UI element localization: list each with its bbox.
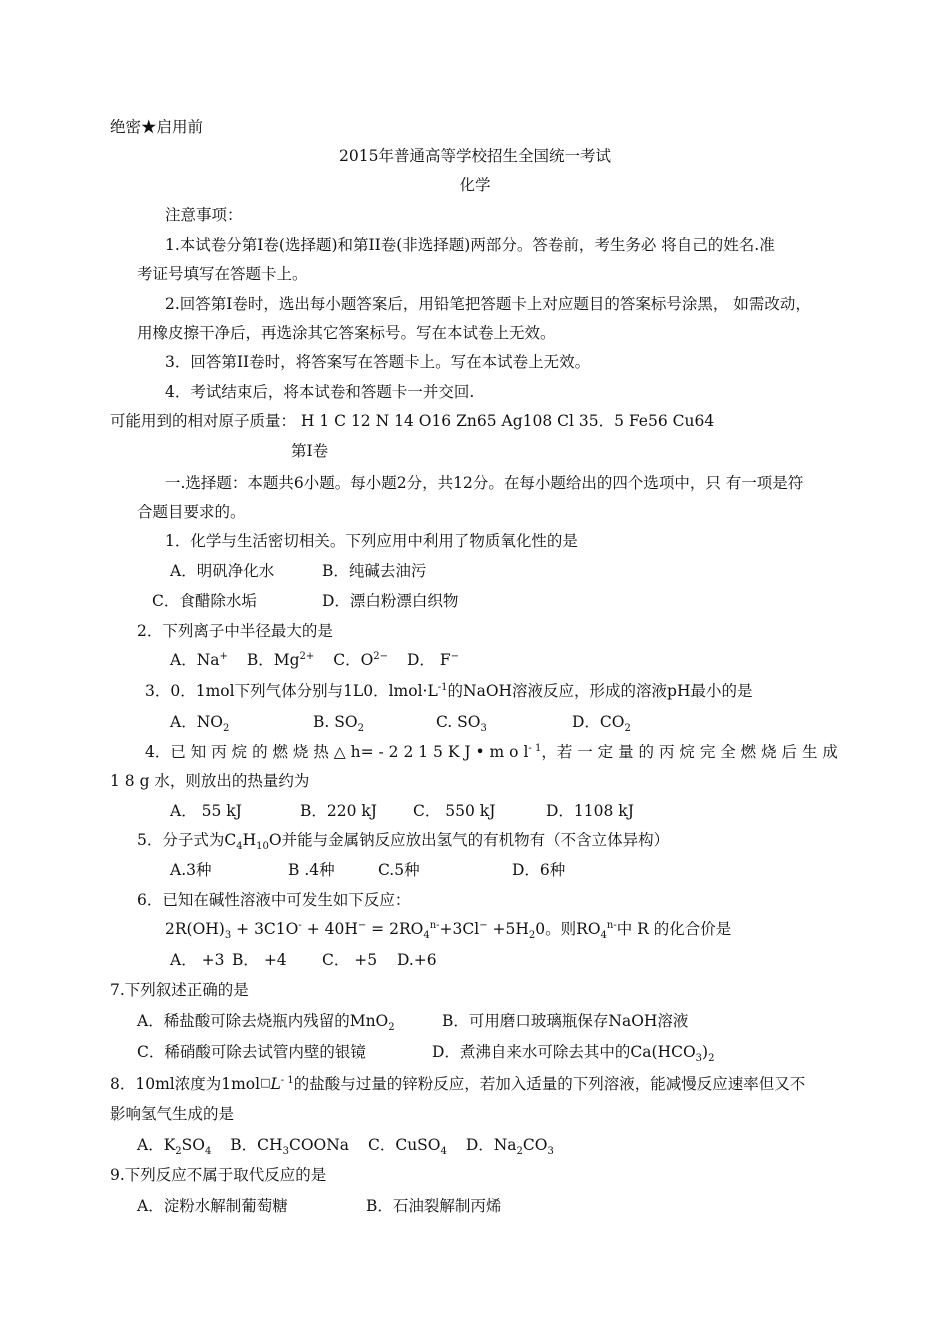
question-6-option-c: C． +5: [322, 951, 378, 969]
question-4-stem: 4．已 知 丙 烷 的 燃 烧 热 △ h= - 2 2 1 5 K J • m o $l^{- 1}$，若 一 定 量 的 丙 烷 完 全 燃 烧 后 生 成: [145, 742, 838, 761]
note-1-cont: 考证号填写在答题卡上。: [137, 265, 308, 283]
question-1-stem: 1．化学与生活密切相关。下列应用中利用了物质氧化性的是: [165, 532, 578, 550]
question-7-option-d: D．煮沸自来水可除去其中的$Ca(HCO_3)_2$: [432, 1043, 715, 1065]
question-6-option-d: D.+6: [397, 951, 437, 969]
question-1-option-a: A．明矾净化水: [170, 562, 275, 580]
question-5-option-d: D．6种: [512, 861, 566, 879]
question-4-stem-cont: 1 8 g 水，则放出的热量约为: [110, 772, 310, 790]
question-2-option-b: B．$Mg^{2+}$: [246, 650, 315, 669]
question-1-option-b: B．纯碱去油污: [322, 562, 427, 580]
question-5-stem: 5．分子式为$C_4H_{10}O$并能与金属钠反应放出氢气的有机物有（不含立体异构）: [137, 831, 670, 853]
question-6-equation: $2R(OH)_3 + 3C1O^- + 40H^- = 2RO_4^{n-}+3Cl^- +5H_20$。则$RO_4^{n-}$中 R 的化合价是: [165, 919, 732, 942]
question-4-option-a: A． 55 kJ: [170, 802, 242, 820]
question-4-option-d: D．1108 kJ: [546, 802, 634, 820]
question-5-option-b: B .4种: [288, 861, 335, 879]
question-8-stem: 8．10ml浓度为$1mol□L^{- 1}$的盐酸与过量的锌粉反应，若加入适量的下列溶液，能减慢反应速率但又不: [110, 1074, 806, 1093]
question-4-option-b: B．220 kJ: [300, 802, 378, 820]
question-9-option-a: A．淀粉水解制葡萄糖: [137, 1197, 288, 1215]
question-3-option-a: A．$NO_2$: [170, 713, 230, 735]
secret-label: 绝密★启用前: [110, 118, 204, 136]
note-1: 1.本试卷分第I卷(选择题)和第II卷(非选择题)两部分。答卷前，考生务必 将自己的姓名.准: [165, 236, 775, 254]
atomic-masses: 可能用到的相对原子质量： H 1 C 12 N 14 O16 Zn65 Ag108 Cl 35．5 Fe56 Cu64: [110, 412, 715, 430]
question-5-option-a: A.3种: [170, 861, 212, 879]
part-1-heading: 第Ⅰ卷: [291, 442, 329, 460]
question-3-option-c: C. $SO_3$: [436, 713, 487, 735]
notes-heading: 注意事项：: [165, 206, 243, 224]
question-7-stem: 7.下列叙述正确的是: [110, 981, 249, 999]
question-7-option-a: A．稀盐酸可除去烧瓶内残留的MnO$_2$: [137, 1012, 395, 1034]
note-2: 2.回答第I卷时，选出每小题答案后，用铅笔把答题卡上对应题目的答案标号涂黑， 如需改动，: [165, 295, 811, 313]
subject-title: 化学: [459, 176, 491, 194]
question-3-stem: 3．0．1mol下列气体分别与1L0．$lmol\cdot L^{-1}$的NaOH溶液反应，形成的溶液pH最小的是: [145, 681, 753, 700]
question-8-option-c: C．CuSO$_4$: [367, 1136, 447, 1158]
question-2-option-c: C．$O^{2-}$: [333, 650, 389, 669]
question-2-options: [170, 650, 459, 670]
question-7-option-c: C．稀硝酸可除去试管内壁的银镜: [137, 1043, 366, 1061]
question-8-option-d: D．$Na_2CO_3$: [465, 1136, 554, 1158]
section-1-instructions: 一.选择题：本题共6小题。每小题2分，共12分。在每小题给出的四个选项中，只 有一项是符: [165, 474, 804, 492]
note-4: 4．考试结束后，将本试卷和答题卡一并交回.: [165, 383, 475, 401]
question-3-option-b: B. $SO_2$: [313, 713, 364, 735]
question-8-options: [137, 1135, 554, 1158]
question-8-option-b: B．$CH_3COONa$: [230, 1136, 350, 1158]
note-3: 3．回答第II卷时，将答案写在答题卡上。写在本试卷上无效。: [165, 353, 591, 371]
question-6-stem: 6．已知在碱性溶液中可发生如下反应：: [137, 891, 411, 909]
question-2-option-a: A．Na+: [170, 650, 228, 669]
question-6-option-b: B． +4: [232, 951, 287, 969]
note-2-cont: 用橡皮擦干净后，再选涂其它答案标号。写在本试卷上无效。: [137, 324, 556, 342]
question-9-stem: 9.下列反应不属于取代反应的是: [110, 1166, 327, 1184]
question-2-stem: 2．下列离子中半径最大的是: [137, 622, 333, 640]
question-3-option-d: D．$CO_2$: [572, 713, 631, 735]
question-8-option-a: A．$K_2SO_4$: [137, 1136, 212, 1158]
section-1-instructions-cont: 合题目要求的。: [137, 503, 246, 521]
question-5-option-c: C.5种: [378, 861, 420, 879]
question-1-option-c: C．食醋除水垢: [152, 592, 257, 610]
question-7-option-b: B．可用磨口玻璃瓶保存NaOH溶液: [442, 1012, 689, 1030]
exam-title: 2015年普通高等学校招生全国统一考试: [339, 147, 611, 165]
question-1-option-d: D．漂白粉漂白织物: [322, 592, 459, 610]
question-4-option-c: C． 550 kJ: [413, 802, 496, 820]
question-2-option-d: D． F−: [406, 650, 459, 669]
question-8-stem-cont: 影响氢气生成的是: [110, 1105, 235, 1123]
question-9-option-b: B．石油裂解制丙烯: [366, 1197, 502, 1215]
question-6-option-a: A． +3: [170, 951, 225, 969]
